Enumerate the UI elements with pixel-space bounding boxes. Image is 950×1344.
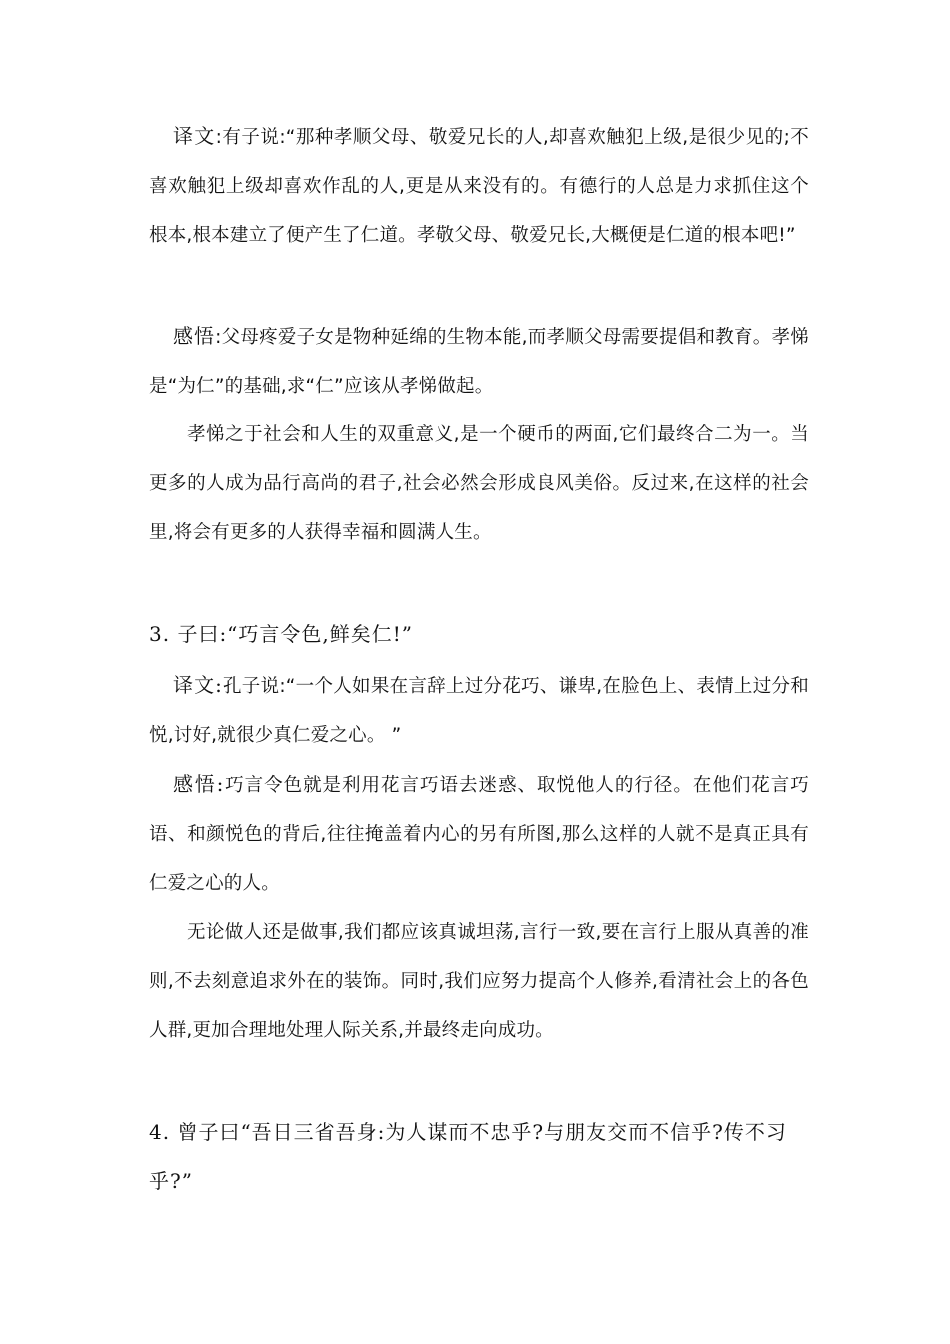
insight-paragraph [149,312,809,411]
section-heading-3: 3. 子曰:“巧言令色,鲜矣仁!” [149,622,414,646]
translation-label: 译文: [173,673,223,697]
insight-label: 感悟: [173,772,225,796]
translation-text: :有子说:“那种孝顺父母、敬爱兄长的人,却喜欢触犯上级,是很少见的;不喜欢触犯上级却喜欢作乱的人,更是从来没有的。有德行的人总是力求抓住这个根本,根本建立了便产生了仁道。孝敬父母、敬爱兄长,大概便是仁道的根本吧!” [149,127,810,246]
commentary-paragraph: 无论做人还是做事,我们都应该真诚坦荡,言行一致,要在言行上服从真善的准则,不去刻意追求外在的装饰。同时,我们应努力提高个人修养,看清社会上的各色人群,更加合理地处理人际关系,并最终走向成功。 [149,922,809,1041]
insight-paragraph [149,760,809,908]
translation-paragraph [149,112,809,260]
commentary-paragraph: 孝悌之于社会和人生的双重意义,是一个硬币的两面,它们最终合二为一。当更多的人成为品行高尚的君子,社会必然会形成良风美俗。反过来,在这样的社会里,将会有更多的人获得幸福和圆满人生。 [149,424,809,543]
insight-text: :父母疼爱子女是物种延绵的生物本能,而孝顺父母需要提倡和教育。孝悌是“为仁”的基础,求“仁”应该从孝悌做起。 [149,327,810,397]
section-heading-4: 4. 曾子曰“吾日三省吾身:为人谋而不忠乎?与朋友交而不信乎?传不习乎?” [149,1120,787,1193]
insight-label: 感悟 [173,324,216,348]
translation-label: 译文 [173,124,216,148]
insight-text: 巧言令色就是利用花言巧语去迷惑、取悦他人的行径。在他们花言巧语、和颜悦色的背后,往往掩盖着内心的另有所图,那么这样的人就不是真正具有仁爱之心的人。 [149,775,809,894]
translation-text: 孔子说:“一个人如果在言辞上过分花巧、谦卑,在脸色上、表情上过分和悦,讨好,就很少真仁爱之心。 ” [149,676,809,746]
translation-paragraph [149,661,809,760]
